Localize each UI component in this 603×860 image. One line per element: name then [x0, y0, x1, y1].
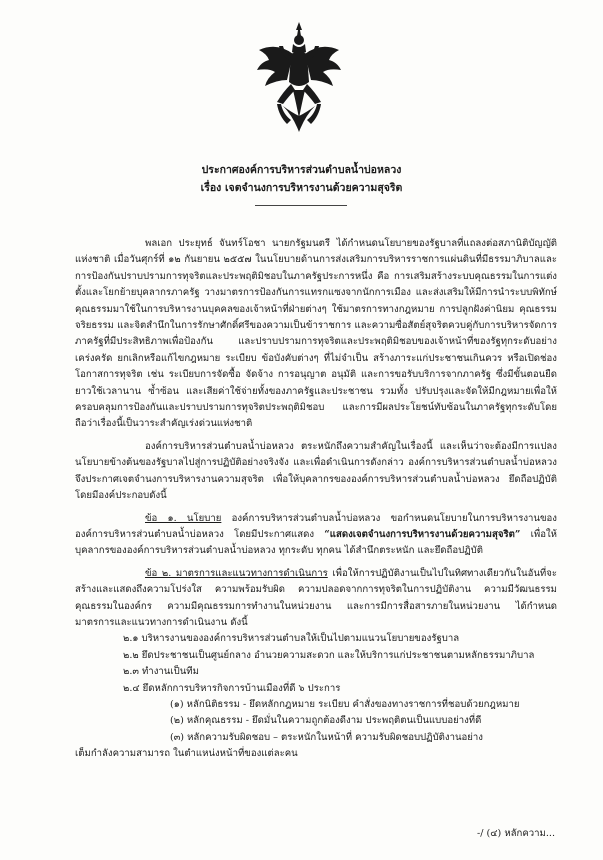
garuda-emblem-icon	[253, 20, 345, 138]
list-item: ๒.๒ ยึดประชาชนเป็นศูนย์กลาง อำนวยความสะดวก และให้บริการแก่ประชาชนตามหลักธรรมาภิบาล	[123, 649, 535, 661]
clause-1-text-b: เพื่อให้บุคลากรขององค์การบริหารส่วนตำบลน้ำบ่อหลวง ทุกระดับ ทุกคน ได้สำนึกตระหนัก และยึดถือปฏิบัติ	[75, 528, 557, 557]
title-divider	[255, 205, 347, 206]
sub-list-item-continuation: เต็มกำลังความสามารถ ในตำแหน่งหน้าที่ของแต่ละคน	[75, 748, 298, 760]
clause-1	[75, 511, 557, 560]
clause-2-heading: ข้อ ๒. มาตรการและแนวทางการดำเนินการ	[145, 567, 328, 579]
announcement-subject: เรื่อง เจตจำนงการบริหารงานด้วยความสุจริต	[200, 182, 403, 194]
clause-1-heading: ข้อ ๑. นโยบาย	[145, 512, 222, 524]
measures-list	[75, 631, 557, 762]
list-item: ๒.๑ บริหารงานขององค์การบริหารส่วนตำบลให้เป็นไปตามแนวนโยบายของรัฐบาล	[123, 633, 460, 645]
paragraph-declaration: องค์การบริหารส่วนตำบลน้ำบ่อหลวง ตระหนักถึงความสำคัญในเรื่องนี้ และเห็นว่าจะต้องมีการแปลงนโยบายข้างต้นของรัฐบาลไปสู่การปฏิบัติอย่างจริงจัง และเพื่อดำเนินการดังกล่าว องค์การบริหารส่วนตำบลน้ำบ่อหลวง จึงประกาศเจตจำนงการบริหารงานความสุจริต เพื่อให้บุคลากรขององค์การบริหารส่วนตำบลน้ำบ่อหลวง ยึดถือปฏิบัติ โดยมีองค์ประกอบดังนี้	[75, 440, 557, 502]
list-item: ๒.๓ ทำงานเป็นทีม	[123, 666, 199, 678]
sub-list-item: (๓) หลักความรับผิดชอบ – ตระหนักในหน้าที่ ความรับผิดชอบปฏิบัติงานอย่าง	[170, 731, 483, 743]
clause-2-text: เพื่อให้การปฏิบัติงานเป็นไปในทิศทางเดียวกันในอันที่จะสร้างและแสดงถึงความโปร่งใส ความพร้อมรับผิด ความปลอดจากการทุจริตในการปฏิบัติงาน ความมีวัฒนธรรมคุณธรรมในองค์กร ความมีคุณธรรมการทำงานในหน่วยงาน และการมีการสื่อสารภายในหน่วยงาน ได้กำหนดมาตรการและแนวทางการดำเนินงาน ดังนี้	[75, 567, 557, 628]
list-item: ๒.๔ ยึดหลักการบริหารกิจการบ้านเมืองที่ดี ๖ ประการ	[123, 682, 341, 694]
paragraph-intro: พลเอก ประยุทธ์ จันทร์โอชา นายกรัฐมนตรี ได้กำหนดนโยบายของรัฐบาลที่แถลงต่อสภานิติบัญญัติแห่งชาติ เมื่อวันศุกร์ที่ ๑๒ กันยายน ๒๕๕๗ ในนโยบายด้านการส่งเสริมการบริหารราชการแผ่นดินที่มีธรรมาภิบาลและการป้องกันปราบปรามการทุจริตและประพฤติมิชอบในภาครัฐประการหนึ่ง คือ การเสริมสร้างระบบคุณธรรมในการแต่งตั้งและโยกย้ายบุคลากรภาครัฐ วางมาตรการป้องกันการแทรกแซงจากนักการเมือง และส่งเสริมให้มีการนำระบบพิทักษ์คุณธรรมมาใช้ในการบริหารงานบุคคลของเจ้าหน้าที่ฝ่ายต่างๆ ใช้มาตรการทางกฎหมาย การปลูกฝังค่านิยม คุณธรรม จริยธรรม และจิตสำนึกในการรักษาศักดิ์ศรีของความเป็นข้าราชการ และความซื่อสัตย์สุจริตควบคู่กับการบริหารจัดการภาครัฐที่มีประสิทธิภาพเพื่อป้องกัน และปราบปรามการทุจริตและประพฤติมิชอบของเจ้าหน้าที่ของรัฐทุกระดับอย่างเคร่งครัด ยกเลิกหรือแก้ไขกฎหมาย ระเบียบ ข้อบังคับต่างๆ ที่ไม่จำเป็น สร้างภาระแก่ประชาชนเกินควร หรือเปิดช่องโอกาสการทุจริต เช่น ระเบียบการจัดซื้อ จัดจ้าง การอนุญาต อนุมัติ และการขอรับบริการจากภาครัฐ ซึ่งมีขั้นตอนยืดยาวใช้เวลานาน ซ้ำซ้อน และเสียค่าใช้จ่ายทั้งของภาครัฐและประชาชน รวมทั้ง ปรับปรุงและจัดให้มีกฎหมายเพื่อให้ครอบคลุมการป้องกันและปราบปรามการทุจริตประพฤติมิชอบ และการมีผลประโยชน์ทับซ้อนในภาครัฐทุกระดับโดยถือว่าเรื่องนี้เป็นวาระสำคัญเร่งด่วนแห่งชาติ	[75, 238, 557, 430]
clause-1-text-a: องค์การบริหารส่วนตำบลน้ำบ่อหลวง ขอกำหนดนโยบายในการบริหารงานขององค์การบริหารส่วนตำบลน้ำบ่อหลวง โดยมีประกาศแสดง	[75, 512, 557, 540]
document-body	[75, 236, 557, 763]
sub-list-item: (๒) หลักคุณธรรม - ยึดมั่นในความถูกต้องดีงาม ประพฤติตนเป็นแบบอย่างที่ดี	[170, 715, 482, 727]
page-continuation: -/ (๔) หลักความ...	[477, 828, 555, 839]
clause-1-bold-text: “แสดงเจตจำนงการบริหารงานด้วยความสุจริต”	[324, 528, 521, 540]
sub-list-item: (๑) หลักนิติธรรม - ยึดหลักกฎหมาย ระเบียบ คำสั่งของทางราชการที่ชอบด้วยกฎหมาย	[170, 698, 520, 710]
announcement-title: ประกาศองค์การบริหารส่วนตำบลน้ำบ่อหลวง	[201, 164, 402, 176]
clause-2	[75, 566, 557, 632]
